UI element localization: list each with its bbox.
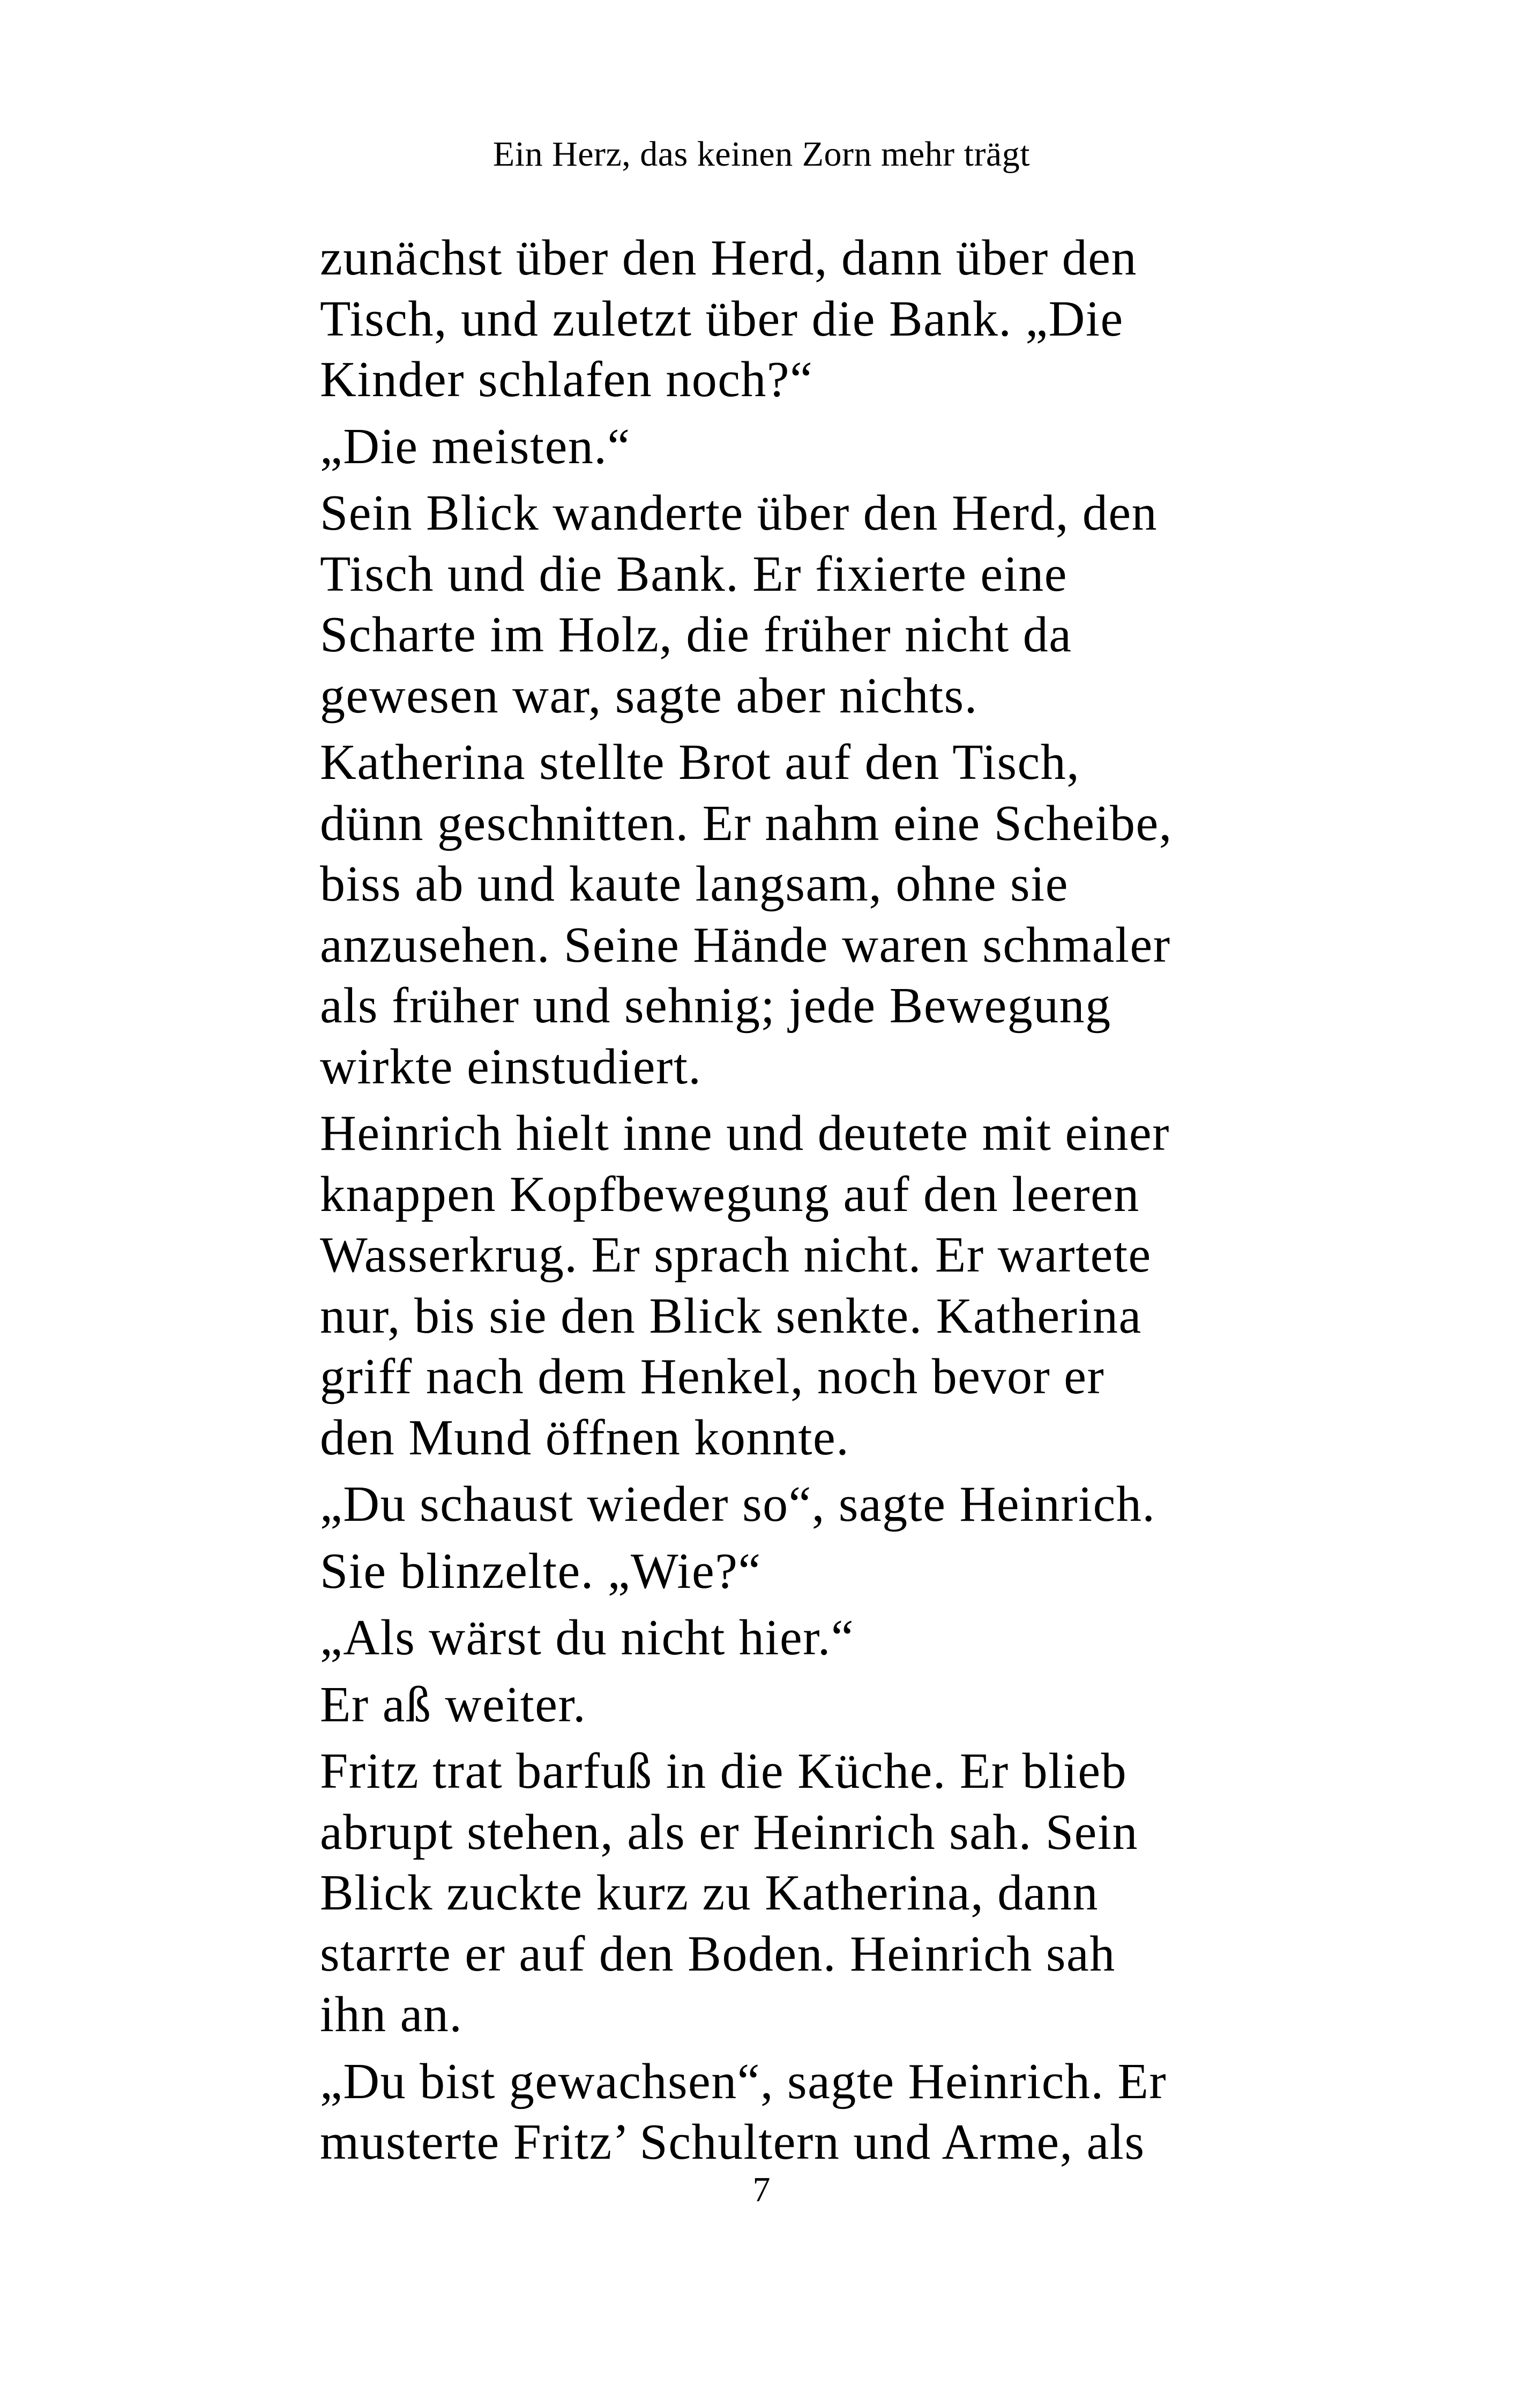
paragraph: Katherina stellte Brot auf den Tisch, dünn geschnitten. Er nahm eine Scheibe, biss ab und kaute langsam, ohne sie anzusehen. Seine Hände waren schmaler als früher und sehnig; jede Bewegung wirkte einstudiert. — [320, 734, 1173, 1095]
paragraph: Fritz trat barfuß in die Küche. Er blieb abrupt stehen, als er Heinrich sah. Sein Blick zuckte kurz zu Katherina, dann starrte er auf den Boden. Heinrich sah ihn an. — [320, 1743, 1139, 2042]
paragraph: Er aß weiter. — [320, 1676, 587, 1733]
paragraph: „Du schaust wieder so“, sagte Heinrich. — [320, 1476, 1156, 1532]
paragraph: zunächst über den Herd, dann über den Tisch, und zuletzt über die Bank. „Die Kinder schlafen noch?“ — [320, 230, 1137, 407]
body-text — [320, 228, 1210, 2179]
page-number: 7 — [752, 2170, 771, 2209]
paragraph: „Du bist gewachsen“, sagte Heinrich. Er musterte Fritz’ Schultern und Arme, als — [320, 2053, 1167, 2170]
paragraph: Sein Blick wanderte über den Herd, den Tisch und die Bank. Er fixierte eine Scharte im Holz, die früher nicht da gewesen war, sagte aber nichts. — [320, 485, 1158, 724]
paragraph: Heinrich hielt inne und deutete mit einer knappen Kopfbewegung auf den leeren Wasserkrug. Er sprach nicht. Er wartete nur, bis sie den Blick senkte. Katherina griff nach dem Henkel, noch bevor er den Mund öffnen konnte. — [320, 1105, 1170, 1466]
paragraph: „Die meisten.“ — [320, 418, 631, 474]
paragraph: „Als wärst du nicht hier.“ — [320, 1610, 855, 1666]
running-header: Ein Herz, das keinen Zorn mehr trägt — [492, 135, 1031, 174]
paragraph: Sie blinzelte. „Wie?“ — [320, 1543, 762, 1599]
